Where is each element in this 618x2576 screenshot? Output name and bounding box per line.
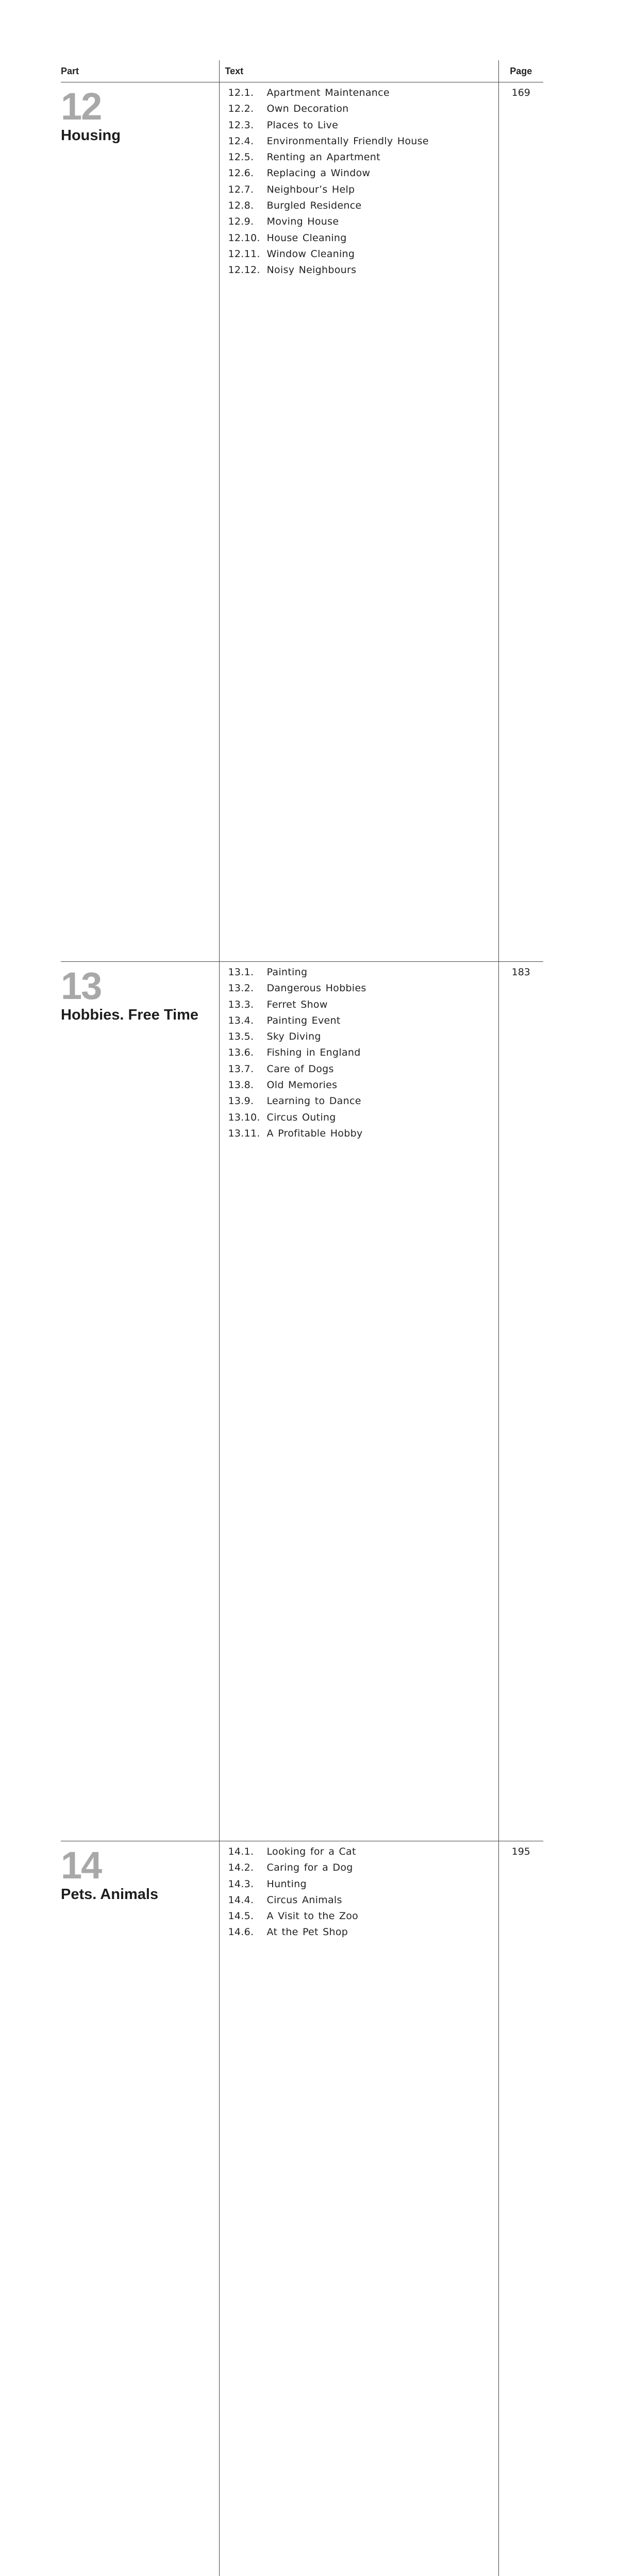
list-item — [220, 165, 498, 181]
text-cell — [219, 82, 498, 962]
list-item — [220, 1029, 498, 1045]
item-title: Dangerous Hobbies — [267, 980, 366, 996]
item-number: 14.5. — [220, 1908, 267, 1924]
item-number: 12.4. — [220, 133, 267, 149]
header-text: Text — [219, 60, 498, 82]
item-title: At the Pet Shop — [267, 1924, 348, 1940]
item-number: 12.5. — [220, 149, 267, 165]
item-title: Moving House — [267, 214, 339, 230]
page-number: 183 — [498, 962, 543, 1841]
item-number: 14.4. — [220, 1892, 267, 1908]
item-number: 14.1. — [220, 1844, 267, 1860]
list-item — [220, 1924, 498, 1940]
list-item — [220, 980, 498, 996]
item-title: Old Memories — [267, 1077, 338, 1093]
item-number: 13.2. — [220, 980, 267, 996]
item-number: 13.8. — [220, 1077, 267, 1093]
list-item — [220, 246, 498, 262]
list-item — [220, 1093, 498, 1109]
item-title: Apartment Maintenance — [267, 85, 390, 101]
list-item — [220, 117, 498, 133]
list-item — [220, 182, 498, 198]
table-of-contents — [61, 60, 543, 2576]
item-number: 12.6. — [220, 165, 267, 181]
item-title: Burgled Residence — [267, 198, 362, 214]
item-number: 13.3. — [220, 997, 267, 1013]
item-title: Circus Outing — [267, 1110, 336, 1126]
list-item — [220, 149, 498, 165]
item-title: Ferret Show — [267, 997, 328, 1013]
item-title: Window Cleaning — [267, 246, 355, 262]
item-title: A Visit to the Zoo — [267, 1908, 359, 1924]
list-item — [220, 1876, 498, 1892]
list-item — [220, 101, 498, 117]
part-cell — [61, 962, 219, 1841]
section-row — [61, 82, 543, 962]
list-item — [220, 1844, 498, 1860]
item-title: Neighbour’s Help — [267, 182, 355, 198]
part-number: 14 — [61, 1848, 219, 1884]
item-title: Caring for a Dog — [267, 1860, 353, 1876]
item-title: Renting an Apartment — [267, 149, 380, 165]
item-title: Replacing a Window — [267, 165, 371, 181]
list-item — [220, 997, 498, 1013]
toc-body — [61, 82, 543, 2576]
header-page: Page — [498, 60, 543, 82]
item-number: 12.9. — [220, 214, 267, 230]
part-title: Housing — [61, 127, 219, 144]
list-item — [220, 964, 498, 980]
item-title: Painting Event — [267, 1013, 341, 1029]
part-number: 13 — [61, 968, 219, 1004]
item-number: 12.7. — [220, 182, 267, 198]
item-title: A Profitable Hobby — [267, 1126, 363, 1142]
list-item — [220, 1860, 498, 1876]
list-item — [220, 1013, 498, 1029]
item-number: 12.12. — [220, 262, 267, 278]
list-item — [220, 198, 498, 214]
part-title: Pets. Animals — [61, 1886, 219, 1903]
page-number: 195 — [498, 1841, 543, 2576]
item-title: Learning to Dance — [267, 1093, 361, 1109]
item-number: 12.10. — [220, 230, 267, 246]
list-item — [220, 1077, 498, 1093]
part-cell — [61, 82, 219, 962]
list-item — [220, 1892, 498, 1908]
text-cell — [219, 1841, 498, 2576]
item-number: 13.7. — [220, 1061, 267, 1077]
item-number: 13.9. — [220, 1093, 267, 1109]
page-number: 169 — [498, 82, 543, 962]
item-title: Places to Live — [267, 117, 339, 133]
part-title: Hobbies. Free Time — [61, 1006, 219, 1024]
item-title: Care of Dogs — [267, 1061, 334, 1077]
list-item — [220, 230, 498, 246]
item-number: 13.4. — [220, 1013, 267, 1029]
item-number: 12.2. — [220, 101, 267, 117]
item-number: 12.11. — [220, 246, 267, 262]
item-title: Looking for a Cat — [267, 1844, 356, 1860]
item-number: 13.5. — [220, 1029, 267, 1045]
item-title: Hunting — [267, 1876, 307, 1892]
list-item — [220, 1045, 498, 1061]
list-item — [220, 1908, 498, 1924]
toc-page — [0, 0, 618, 876]
item-title: Own Decoration — [267, 101, 349, 117]
part-number: 12 — [61, 89, 219, 125]
item-title: Painting — [267, 964, 308, 980]
item-title: House Cleaning — [267, 230, 347, 246]
item-number: 13.6. — [220, 1045, 267, 1061]
item-title: Environmentally Friendly House — [267, 133, 429, 149]
item-number: 12.8. — [220, 198, 267, 214]
item-title: Sky Diving — [267, 1029, 321, 1045]
item-number: 14.2. — [220, 1860, 267, 1876]
list-item — [220, 85, 498, 101]
list-item — [220, 1126, 498, 1142]
item-number: 12.3. — [220, 117, 267, 133]
item-title: Circus Animals — [267, 1892, 342, 1908]
section-row — [61, 1841, 543, 2576]
text-cell — [219, 962, 498, 1841]
section-row — [61, 962, 543, 1841]
list-item — [220, 262, 498, 278]
item-title: Noisy Neighbours — [267, 262, 357, 278]
header-row — [61, 60, 543, 82]
list-item — [220, 1110, 498, 1126]
item-number: 14.3. — [220, 1876, 267, 1892]
item-title: Fishing in England — [267, 1045, 361, 1061]
list-item — [220, 214, 498, 230]
item-number: 12.1. — [220, 85, 267, 101]
item-number: 13.10. — [220, 1110, 267, 1126]
item-number: 13.1. — [220, 964, 267, 980]
header-part: Part — [61, 60, 219, 82]
list-item — [220, 1061, 498, 1077]
item-number: 14.6. — [220, 1924, 267, 1940]
part-cell — [61, 1841, 219, 2576]
list-item — [220, 133, 498, 149]
item-number: 13.11. — [220, 1126, 267, 1142]
